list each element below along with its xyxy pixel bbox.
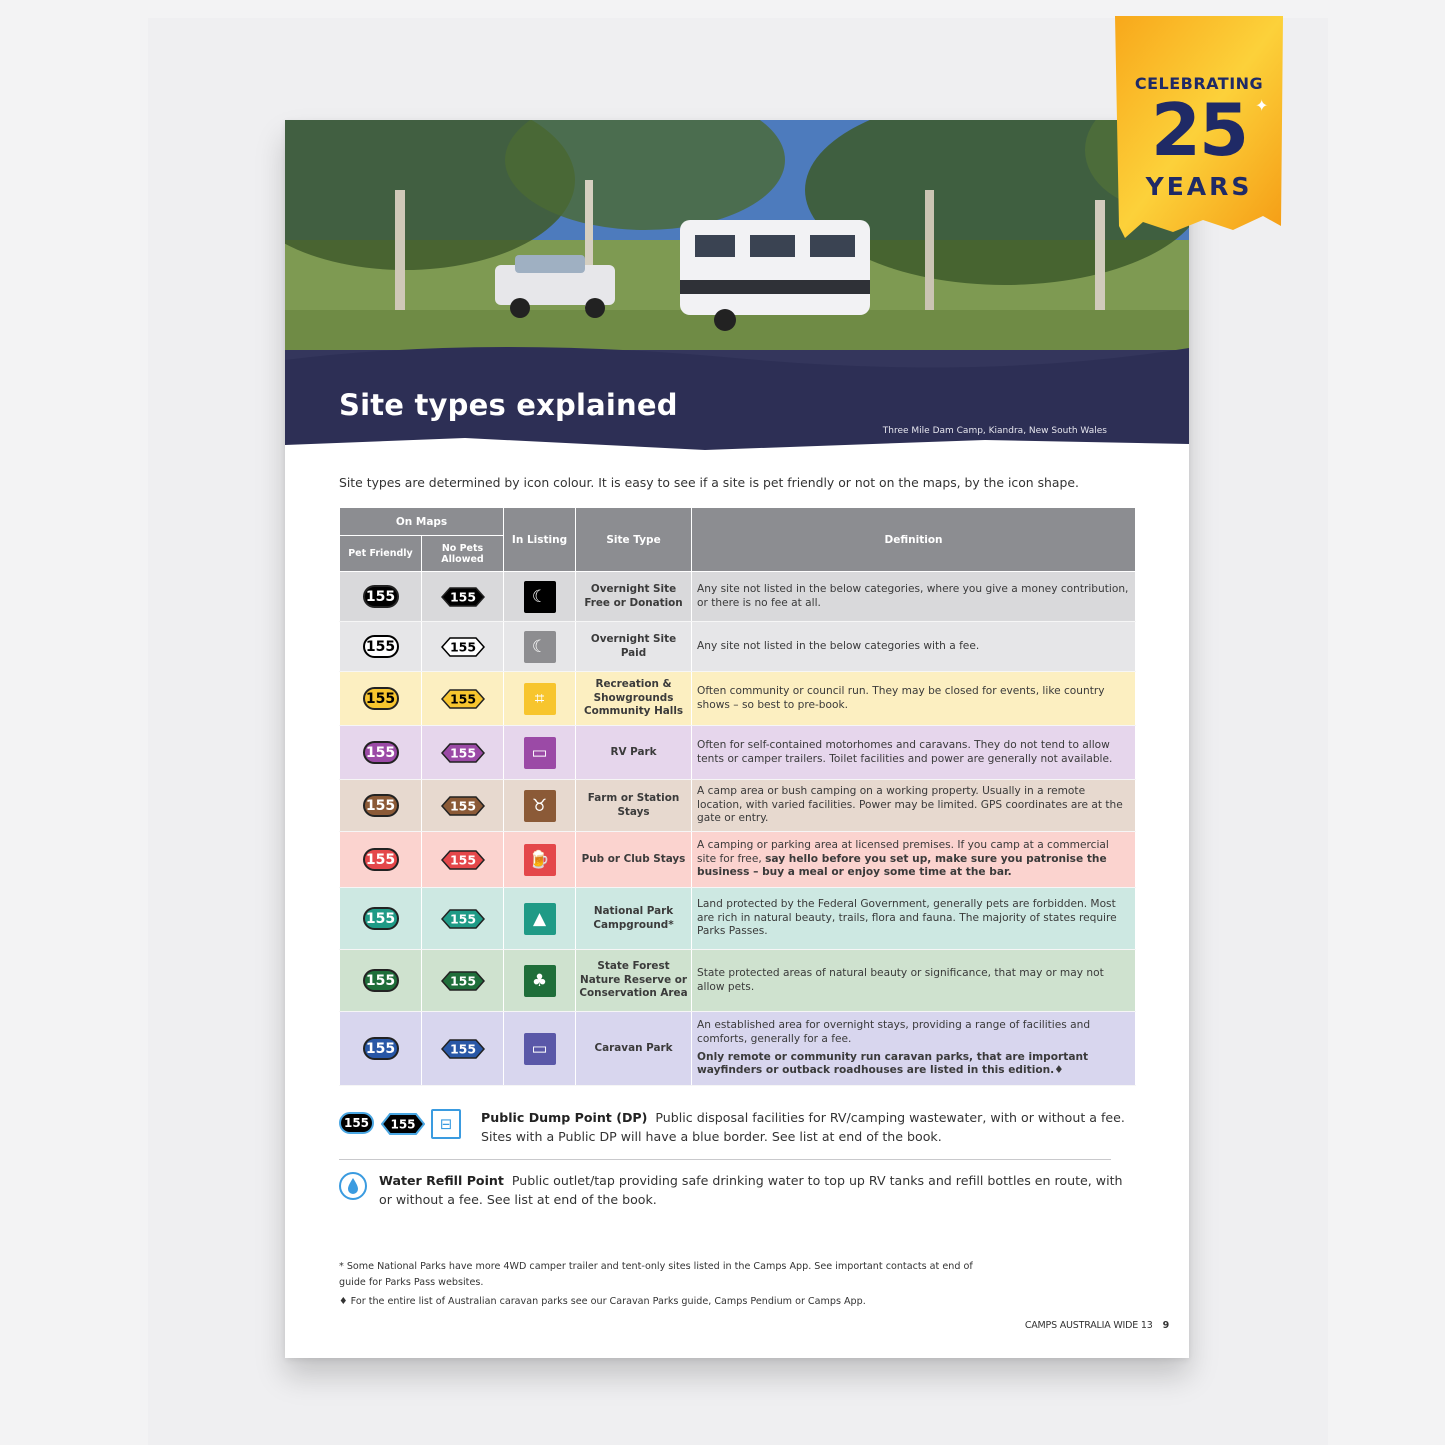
rv-icon: ▭ xyxy=(524,737,556,769)
badge-celebrating: CELEBRATING xyxy=(1134,74,1264,93)
table-row xyxy=(340,672,1136,726)
water-refill-description: Public outlet/tap providing safe drinking water to top up RV tanks and refill bottles en route, with or without a fee. See list at end of the book. xyxy=(379,1173,1123,1207)
water-refill-text xyxy=(379,1171,1139,1209)
hero-photo xyxy=(285,120,1189,454)
header-on-maps: On Maps xyxy=(340,508,504,536)
definition-emphasis: say hello before you set up, make sure you patronise the business – buy a meal or enjoy some time at the bar. xyxy=(697,852,1107,879)
trees-icon: ♣ xyxy=(524,965,556,997)
definition-part: A camping or parking area at licensed premises. If you camp at a commercial site for free, xyxy=(697,839,1109,865)
site-type-name: State Forest Nature Reserve or Conservation Area xyxy=(576,950,692,1012)
table-row xyxy=(340,950,1136,1012)
svg-text:155: 155 xyxy=(390,1117,416,1132)
badge-years: YEARS xyxy=(1145,172,1253,201)
moon-icon: ☾ xyxy=(524,631,556,663)
no-pets-marker-number: 155 xyxy=(449,798,476,814)
table-row xyxy=(340,572,1136,622)
moon-icon: ☾ xyxy=(524,581,556,613)
no-pets-marker-number: 155 xyxy=(449,691,476,707)
table-row xyxy=(340,726,1136,780)
header-site-type: Site Type xyxy=(576,508,692,572)
pet-friendly-marker: 155 xyxy=(363,585,399,608)
table-row xyxy=(340,1012,1136,1086)
site-type-name: Overnight Site Paid xyxy=(576,622,692,672)
no-pets-marker-number: 155 xyxy=(449,852,476,868)
pet-friendly-marker: 155 xyxy=(363,794,399,817)
table-row xyxy=(340,832,1136,888)
table-row xyxy=(340,780,1136,832)
no-pets-marker xyxy=(441,909,485,929)
site-type-definition: A camp area or bush camping on a working property. Usually in a remote location, with varied facilities. Power may be limited. GPS coordinates are at the gate or entry. xyxy=(692,780,1136,832)
brochure-page xyxy=(285,120,1189,1358)
no-pets-marker-number: 155 xyxy=(449,911,476,927)
no-pets-marker-number: 155 xyxy=(449,973,476,989)
no-pets-marker-number: 155 xyxy=(449,1041,476,1057)
publication-title: CAMPS AUSTRALIA WIDE 13 xyxy=(1024,1320,1153,1331)
header-in-listing: In Listing xyxy=(504,508,576,572)
page-footer xyxy=(1025,1320,1169,1331)
site-type-name: Farm or Station Stays xyxy=(576,780,692,832)
no-pets-marker xyxy=(441,1039,485,1059)
page-number: 9 xyxy=(1162,1320,1169,1331)
mountain-icon: ▲ xyxy=(524,903,556,935)
no-pets-marker-number: 155 xyxy=(449,745,476,761)
no-pets-marker xyxy=(441,850,485,870)
beer-icon: 🍺 xyxy=(524,844,556,876)
badge-number: 25 xyxy=(1150,88,1248,172)
header-no-pets: No Pets Allowed xyxy=(422,536,504,572)
site-type-definition: Often community or council run. They may be closed for events, like country shows – so best to pre-book. xyxy=(692,672,1136,726)
definition-part: An established area for overnight stays, providing a range of facilities and comforts, generally for a fee. xyxy=(697,1019,1091,1045)
site-type-name: Pub or Club Stays xyxy=(576,832,692,888)
caravan-icon: ▭ xyxy=(524,1033,556,1065)
footnote-1: * Some National Parks have more 4WD camper trailer and tent-only sites listed in the Camps App. See important contacts at end of guide for Parks Pass websites. xyxy=(339,1261,973,1288)
table-row xyxy=(340,888,1136,950)
dump-point-icon: ⊟ xyxy=(431,1109,461,1139)
site-type-name: Caravan Park xyxy=(576,1012,692,1086)
pet-friendly-marker: 155 xyxy=(363,687,399,710)
pet-friendly-marker: 155 xyxy=(363,848,399,871)
pet-friendly-marker: 155 xyxy=(363,969,399,992)
dump-pet-marker: 155 xyxy=(339,1112,374,1134)
no-pets-marker xyxy=(441,637,485,657)
intro-text: Site types are determined by icon colour. It is easy to see if a site is pet friendly or not on the maps, by the icon shape. xyxy=(339,475,1079,490)
header-definition: Definition xyxy=(692,508,1136,572)
site-type-definition: Land protected by the Federal Government, generally pets are forbidden. Most are rich in natural beauty, trails, flora and fauna. The majority of states require Parks Passes. xyxy=(692,888,1136,950)
water-refill-title: Water Refill Point xyxy=(379,1173,504,1188)
site-type-definition xyxy=(692,1012,1136,1086)
dump-no-pets-marker xyxy=(381,1113,425,1135)
pet-friendly-marker: 155 xyxy=(363,1037,399,1060)
table-row xyxy=(340,622,1136,672)
divider xyxy=(339,1159,1111,1160)
site-type-definition: Any site not listed in the below categories, where you give a money contribution, or there is no fee at all. xyxy=(692,572,1136,622)
site-types-table xyxy=(339,507,1136,1086)
photo-caption: Three Mile Dam Camp, Kiandra, New South Wales xyxy=(882,426,1107,436)
dump-point-description: Public disposal facilities for RV/camping wastewater, with or without a fee. Sites with a Public DP will have a blue border. See list at end of the book. xyxy=(481,1110,1125,1144)
dump-point-text xyxy=(481,1108,1141,1146)
water-drop-icon xyxy=(339,1172,367,1200)
no-pets-marker xyxy=(441,587,485,607)
dump-point-title: Public Dump Point (DP) xyxy=(481,1110,648,1125)
site-type-name: Overnight Site Free or Donation xyxy=(576,572,692,622)
anniversary-badge xyxy=(1113,16,1285,244)
fence-icon: ⌗ xyxy=(524,683,556,715)
footnote-2: ♦ For the entire list of Australian caravan parks see our Caravan Parks guide, Camps Pendium or Camps App. xyxy=(339,1296,866,1307)
sparkle-icon: ✦ xyxy=(1255,96,1269,115)
no-pets-marker xyxy=(441,689,485,709)
pet-friendly-marker: 155 xyxy=(363,741,399,764)
site-type-definition: Often for self-contained motorhomes and caravans. They do not tend to allow tents or camper trailers. Toilet facilities and power are generally not available. xyxy=(692,726,1136,780)
site-type-definition: State protected areas of natural beauty or significance, that may or may not allow pets. xyxy=(692,950,1136,1012)
pet-friendly-marker: 155 xyxy=(363,907,399,930)
page-title: Site types explained xyxy=(339,388,678,422)
no-pets-marker xyxy=(441,796,485,816)
site-type-name: RV Park xyxy=(576,726,692,780)
no-pets-marker xyxy=(441,971,485,991)
pet-friendly-marker: 155 xyxy=(363,635,399,658)
site-type-definition xyxy=(692,832,1136,888)
definition-emphasis: Only remote or community run caravan parks, that are important wayfinders or outback roadhouses are listed in this edition.♦ xyxy=(697,1050,1089,1077)
site-type-name: National Park Campground* xyxy=(576,888,692,950)
header-pet-friendly: Pet Friendly xyxy=(340,536,422,572)
cow-icon: ♉ xyxy=(524,790,556,822)
site-type-definition: Any site not listed in the below categories with a fee. xyxy=(692,622,1136,672)
no-pets-marker-number: 155 xyxy=(449,639,476,655)
no-pets-marker xyxy=(441,743,485,763)
no-pets-marker-number: 155 xyxy=(449,589,476,605)
site-type-name: Recreation & Showgrounds Community Halls xyxy=(576,672,692,726)
